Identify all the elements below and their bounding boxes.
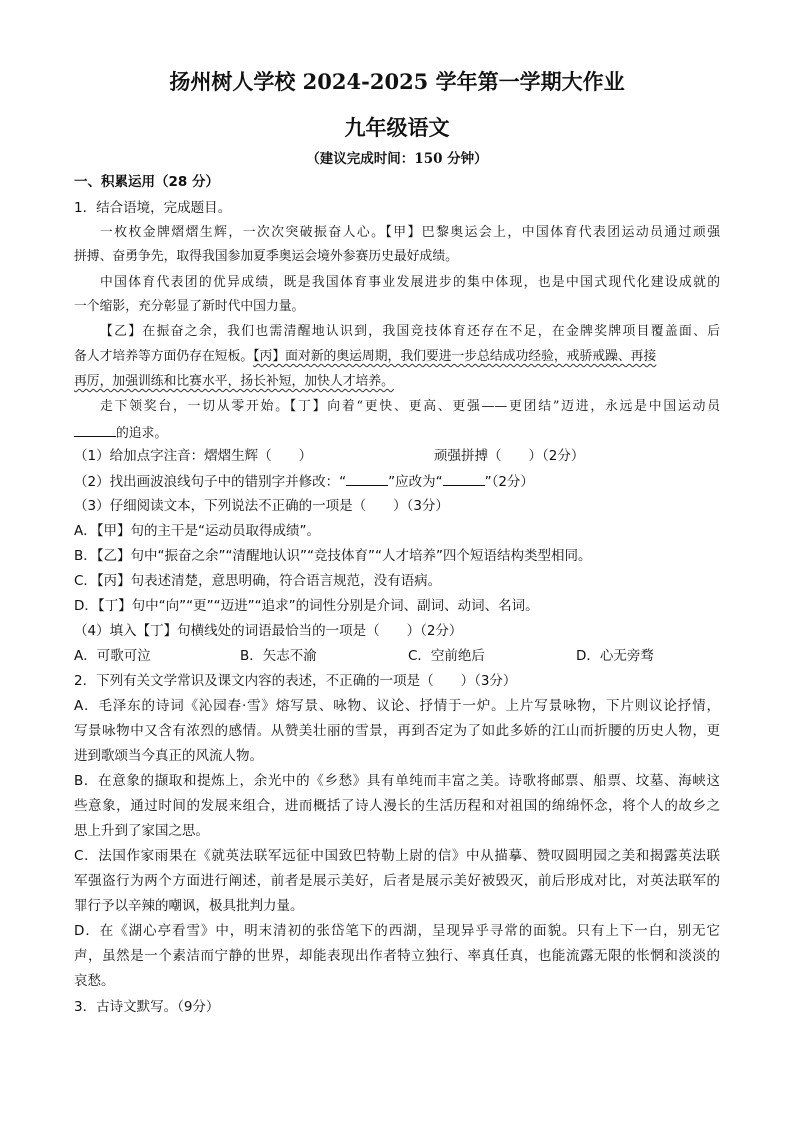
passage-p4-line1: 走下领奖台，一切从零开始。【丁】向着“更快、更高、更强——更团结”迈进，永远是中国运动员 [100, 399, 720, 414]
q2-option-a-line2: 写景咏物中又含有浓烈的感情。从赞美壮丽的雪景，再到否定为了如此多娇的江山而折腰的历史人物，更 [74, 723, 720, 739]
wavy-underlined-sentence-cont: 再厉，加强训练和比赛水平，扬长补短，加快人才培养。 [74, 374, 394, 389]
question-2-stem: 2．下列有关文学常识及课文内容的表述，不正确的一项是（ ）（3分） [74, 673, 517, 689]
q2-option-c-line1: C．法国作家雨果在《就英法联军远征中国致巴特勒上尉的信》中从描摹、赞叹圆明园之美和揭露英法联 [74, 848, 720, 864]
sub-question-2 [74, 471, 720, 492]
option-d: D．心无旁骛 [576, 648, 654, 664]
passage-p4-line2 [74, 422, 720, 444]
q2-option-a-line1: A．毛泽东的诗词《沁园春·雪》熔写景、咏物、议论、抒情于一炉。上片写景咏物，下片则议论抒情， [74, 698, 720, 714]
q2-option-c-line3: 罪行予以辛辣的嘲讽，极具批判力量。 [74, 898, 304, 914]
passage-p4-tail: 的追求。 [116, 426, 168, 441]
sub-question-3: （3）仔细阅读文本，下列说法不正确的一项是（ ）（3分） [74, 498, 449, 514]
passage-p3-line2 [74, 347, 720, 367]
sub-question-1-a: （1）给加点字注音：熠熠生辉（ ） [74, 448, 313, 464]
sub-question-1-b: 顽强拼搏（ ）（2分） [434, 448, 585, 464]
q2-option-c-line2: 军强盗行为两个方面进行阐述，前者是展示美好，后者是展示美好被毁灭，前后形成对比，对英法联军的 [74, 873, 720, 889]
option-b: B．【乙】句中“振奋之余”“清醒地认识”“竞技体育”“人才培养”四个短语结构类型相同。 [74, 548, 592, 564]
time-note: （建议完成时间：150 分钟） [306, 151, 488, 167]
question-3-stem: 3．古诗文默写。（9分） [74, 999, 220, 1015]
option-a: A．【甲】句的主干是“运动员取得成绩”。 [74, 523, 320, 539]
fill-blank[interactable] [74, 422, 116, 437]
passage-p1-line1: 一枚枚金牌熠熠生辉，一次次突破振奋人心。【甲】巴黎奥运会上，中国体育代表团运动员通过顽强 [100, 225, 720, 240]
q2-option-a-line3: 进到歌颂当今真正的风流人物。 [74, 748, 263, 764]
section-heading: 一、积累运用（28 分） [74, 174, 219, 190]
option-c: C．空前绝后 [408, 648, 485, 664]
option-b: B．矢志不渝 [240, 648, 317, 664]
passage-p2-line1: 中国体育代表团的优异成绩，既是我国体育事业发展进步的集中体现，也是中国式现代化建设成就的 [100, 275, 720, 290]
passage-p3-line3 [74, 372, 720, 392]
question-1-stem: 1．结合语境，完成题目。 [74, 200, 232, 216]
option-d: D．【丁】句中“向”“更”“迈进”“追求”的词性分别是介词、副词、动词、名词。 [74, 598, 539, 614]
q2-option-d-line1: D．在《湖心亭看雪》中，明末清初的张岱笔下的西湖，呈现异乎寻常的面貌。只有上下一白，别无它 [74, 923, 720, 939]
passage-p3-line2-a: 备人才培养等方面仍存在短板。 [74, 349, 254, 364]
sub-question-2-c: ”（2分） [484, 474, 534, 490]
wavy-underlined-sentence: 【丙】面对新的奥运周期，我们要进一步总结成功经验，戒骄戒躁、再接 [253, 349, 657, 364]
q2-option-b-line2: 些意象，通过时间的发展来组合，进而概括了诗人漫长的生活历程和对祖国的绵绵怀念，将个人的故乡之 [74, 798, 720, 814]
subject-title: 九年级语文 [344, 115, 450, 140]
option-c: C．【丙】句表述清楚，意思明确，符合语言规范，没有语病。 [74, 573, 442, 589]
sub-question-4: （4）填入【丁】句横线处的词语最恰当的一项是（ ）（2分） [74, 623, 463, 639]
q2-option-d-line3: 哀愁。 [74, 973, 115, 989]
q2-option-d-line2: 声，虽然是一个素洁而宁静的世界，却能表现出作者特立独行、率真任真，也能流露无限的怅惘和淡淡的 [74, 948, 720, 964]
sub-question-2-b: ”应改为“ [388, 474, 443, 490]
fill-blank[interactable] [346, 471, 388, 486]
option-a: A．可歌可泣 [74, 648, 151, 664]
passage-p2-line2: 一个缩影，充分彰显了新时代中国力量。 [74, 299, 305, 314]
passage-p1-line2: 拼搏、奋勇争先，取得我国参加夏季奥运会境外参赛历史最好成绩。 [74, 249, 458, 264]
sub-question-2-a: （2）找出画波浪线句子中的错别字并修改：“ [74, 474, 347, 490]
sub-question-1 [74, 446, 720, 466]
document-title: 扬州树人学校 2024-2025 学年第一学期大作业 [169, 69, 625, 94]
q2-option-b-line3: 思上升到了家国之思。 [74, 823, 209, 839]
passage-p3-line1: 【乙】在振奋之余，我们也需清醒地认识到，我国竞技体育还存在不足，在金牌奖牌项目覆盖面、后 [100, 324, 720, 339]
fill-blank[interactable] [443, 471, 485, 486]
q2-option-b-line1: B．在意象的撷取和提炼上，余光中的《乡愁》具有单纯而丰富之美。诗歌将邮票、船票、坟墓、海峡这 [74, 773, 720, 789]
